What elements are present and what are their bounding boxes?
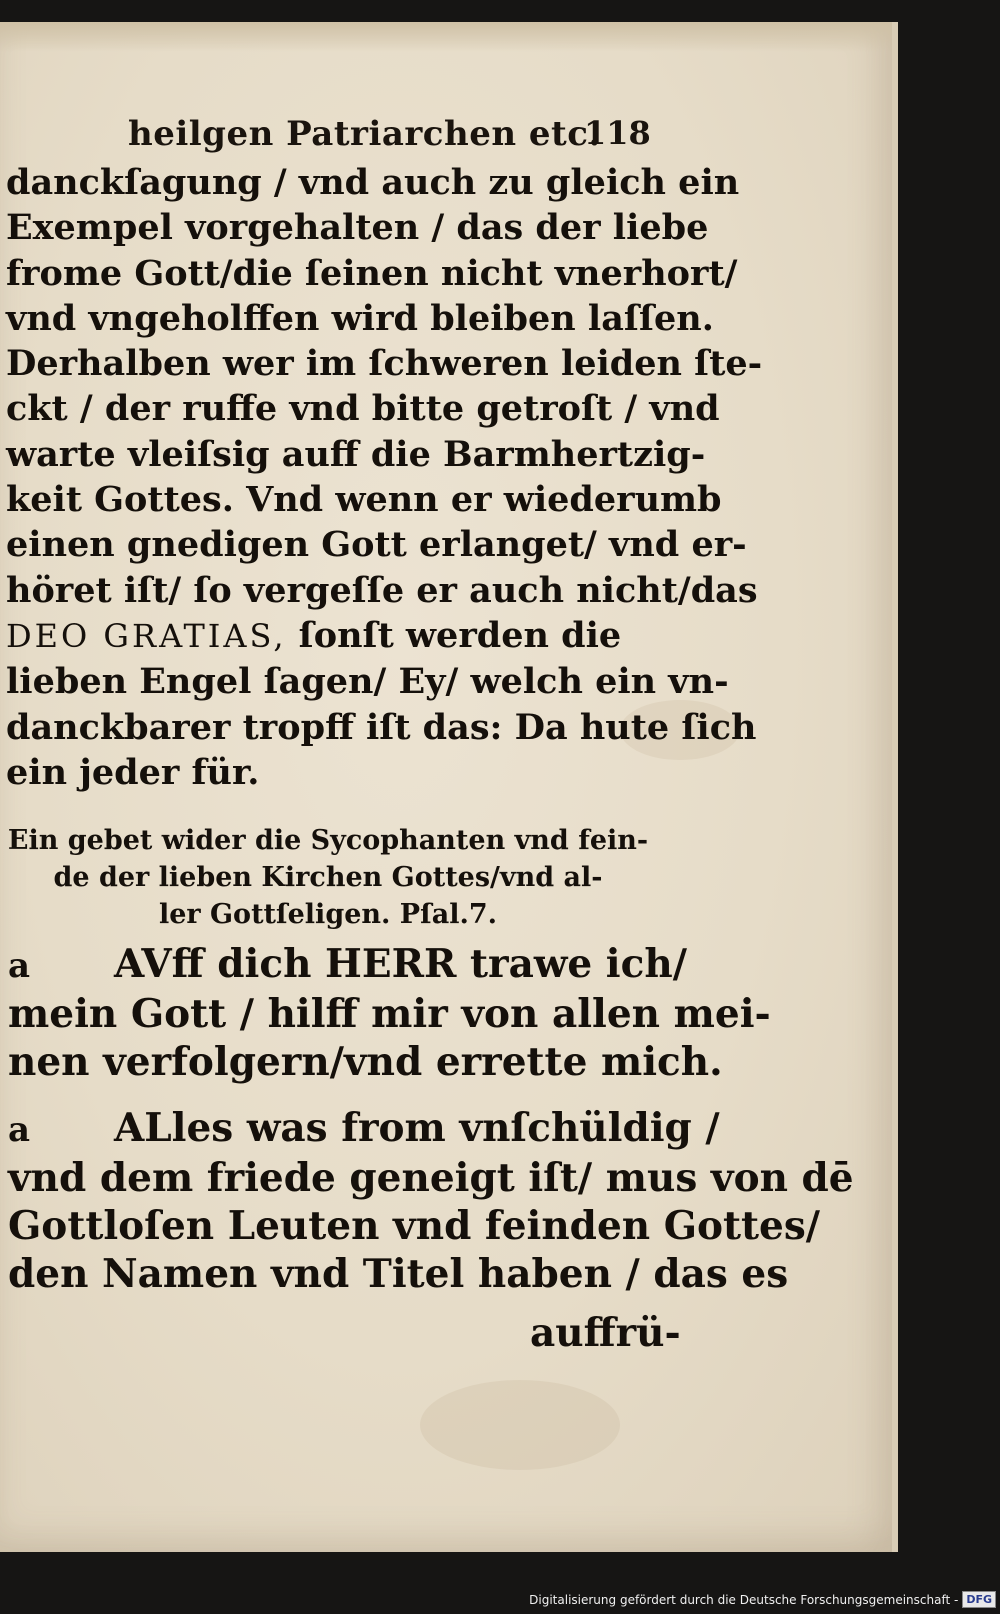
verse-line (8, 1104, 720, 1154)
text-line: warte vleiſsig auff die Barmhertzig- (6, 433, 706, 475)
verse-line: vnd dem friede geneigt iſt/ mus von dē (8, 1155, 854, 1201)
verse-line: nen verfolgern/vnd errette mich. (8, 1039, 723, 1085)
verse-line (8, 940, 687, 990)
verse-line: Gottloſen Leuten vnd feinden Gottes/ (8, 1203, 821, 1249)
verse-two (8, 1104, 854, 1298)
verse-marker: a (8, 1110, 31, 1150)
text-line: ein jeder für. (6, 751, 260, 793)
text-line: frome Gott/die ſeinen nicht vnerhort/ (6, 252, 738, 294)
text-line: lieben Engel ſagen/ Ey/ welch ein vn- (6, 661, 729, 703)
prayer-heading (4, 822, 652, 933)
paper-stain (420, 1380, 620, 1470)
text-line: Derhalben wer im ſchweren leiden ſte- (6, 343, 763, 385)
text-fragment: ſonſt werden die (286, 614, 622, 656)
page-top-shadow (0, 22, 892, 52)
text-line: einen gnedigen Gott erlanget/ vnd er- (6, 524, 747, 566)
body-paragraph (6, 160, 763, 795)
roman-caps-phrase: DEO GRATIAS, (6, 616, 287, 655)
text-line-deo-gratias (6, 613, 646, 659)
heading-line: Ein gebet wider die Sycophanten vnd fein- (7, 825, 649, 856)
dfg-logo: DFG (962, 1591, 996, 1608)
text-line: danckbarer tropff iſt das: Da hute ſich (6, 706, 757, 748)
heading-line: de der lieben Kirchen Gottes/vnd al- (53, 862, 603, 893)
text-line: höret iſt/ ſo vergeſſe er auch nicht/das (6, 569, 758, 611)
text-line: vnd vngeholffen wird bleiben laſſen. (6, 297, 714, 339)
footer-text: Digitalisierung gefördert durch die Deutsche Forschungsgemeinschaft - (529, 1592, 959, 1607)
page-number: 118 (584, 114, 651, 152)
verse-marker: a (8, 946, 31, 986)
text-line: danckſagung / vnd auch zu gleich ein (6, 162, 740, 203)
text-line: Exempel vorgehalten / das der liebe (6, 207, 709, 249)
funding-footer (529, 1591, 996, 1608)
catchword: auffrü- (530, 1310, 681, 1356)
verse-text: AVff dich HERR trawe ich/ (114, 941, 687, 987)
verse-one (8, 940, 771, 1086)
verse-text: ALles was from vnſchüldig / (114, 1105, 720, 1151)
text-line: keit Gottes. Vnd wenn er wiederumb (6, 479, 722, 521)
running-head: heilgen Patriarchen etc. (128, 114, 601, 154)
verse-line: mein Gott / hilff mir von allen mei- (8, 991, 771, 1037)
text-line: ckt / der ruffe vnd bitte getroſt / vnd (6, 388, 720, 430)
heading-line: ler Gottſeligen. Pſal.7. (158, 899, 498, 930)
verse-line: den Namen vnd Titel haben / das es (8, 1251, 789, 1297)
